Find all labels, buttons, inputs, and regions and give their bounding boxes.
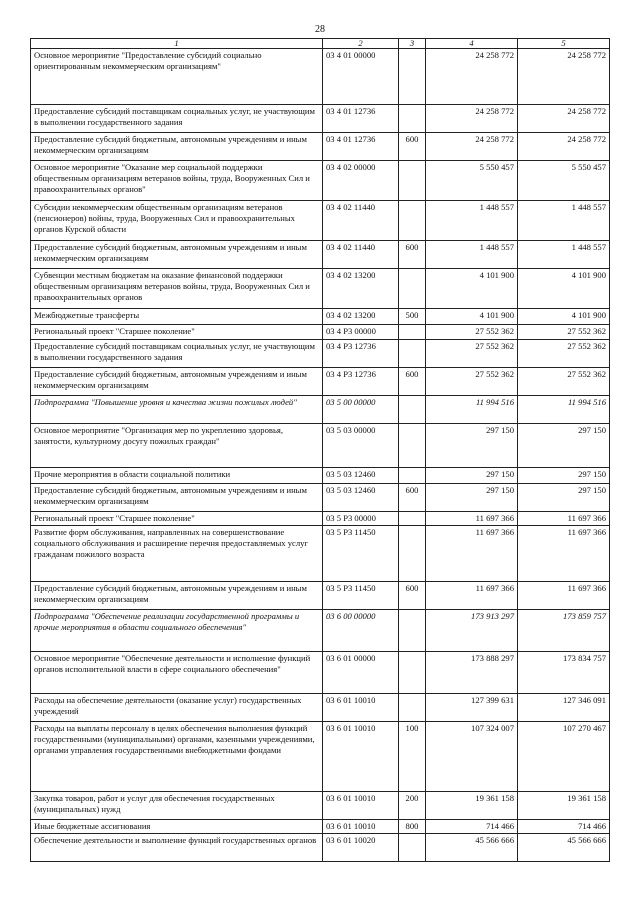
row-expense-type-cell: 100 (399, 722, 426, 792)
row-amount-year2-cell: 297 150 (518, 424, 610, 468)
row-code-cell: 03 5 00 00000 (323, 396, 399, 424)
row-amount-year1-cell: 11 697 366 (426, 582, 518, 610)
row-expense-type-cell (399, 201, 426, 241)
row-code-cell: 03 4 01 00000 (323, 49, 399, 105)
row-amount-year1-cell: 714 466 (426, 820, 518, 834)
row-expense-type-cell (399, 269, 426, 309)
row-expense-type-cell (399, 610, 426, 652)
row-name-cell: Предоставление субсидий бюджетным, автономным учреждениям и иным некоммерческим организациям (31, 484, 323, 512)
row-code-cell: 03 4 P3 12736 (323, 340, 399, 368)
row-code-cell: 03 4 02 13200 (323, 309, 399, 325)
row-amount-year2-cell: 27 552 362 (518, 340, 610, 368)
row-code-cell: 03 6 01 00000 (323, 652, 399, 694)
table-row (31, 468, 610, 484)
table-row (31, 325, 610, 340)
row-amount-year2-cell: 27 552 362 (518, 325, 610, 340)
row-expense-type-cell (399, 105, 426, 133)
row-amount-year1-cell: 4 101 900 (426, 309, 518, 325)
row-amount-year1-cell: 5 550 457 (426, 161, 518, 201)
row-expense-type-cell: 500 (399, 309, 426, 325)
row-code-cell: 03 6 01 10010 (323, 820, 399, 834)
column-number-3: 3 (399, 39, 426, 49)
row-amount-year1-cell: 24 258 772 (426, 105, 518, 133)
table-body (31, 49, 610, 862)
row-amount-year2-cell: 19 361 158 (518, 792, 610, 820)
row-amount-year1-cell: 27 552 362 (426, 340, 518, 368)
row-name-cell: Субсидии некоммерческим общественным организациям ветеранов (пенсионеров) войны, труда, Вооруженных Сил и правоохранительных органов Курской области (31, 201, 323, 241)
row-amount-year1-cell: 297 150 (426, 484, 518, 512)
row-name-cell: Предоставление субсидий бюджетным, автономным учреждениям и иным некоммерческим организациям (31, 241, 323, 269)
row-amount-year1-cell: 1 448 557 (426, 201, 518, 241)
row-expense-type-cell (399, 161, 426, 201)
row-expense-type-cell: 600 (399, 368, 426, 396)
row-expense-type-cell: 200 (399, 792, 426, 820)
row-code-cell: 03 6 00 00000 (323, 610, 399, 652)
page-number: 28 (315, 24, 325, 35)
table-row (31, 241, 610, 269)
row-expense-type-cell: 600 (399, 241, 426, 269)
row-amount-year1-cell: 45 566 666 (426, 834, 518, 862)
row-amount-year2-cell: 24 258 772 (518, 133, 610, 161)
row-name-cell: Региональный проект "Старшее поколение" (31, 325, 323, 340)
row-name-cell: Расходы на обеспечение деятельности (оказание услуг) государственных учреждений (31, 694, 323, 722)
row-name-cell: Региональный проект "Старшее поколение" (31, 512, 323, 526)
row-amount-year2-cell: 297 150 (518, 484, 610, 512)
row-amount-year2-cell: 27 552 362 (518, 368, 610, 396)
table-row (31, 201, 610, 241)
row-amount-year1-cell: 11 697 366 (426, 526, 518, 582)
row-expense-type-cell (399, 396, 426, 424)
row-name-cell: Основное мероприятие "Оказание мер социальной поддержки общественным организациям ветеранов войны, труда, Вооруженных Сил и правоохранительных органов" (31, 161, 323, 201)
row-name-cell: Основное мероприятие "Организация мер по укреплению здоровья, занятости, культурному досугу пожилых граждан" (31, 424, 323, 468)
row-amount-year2-cell: 11 994 516 (518, 396, 610, 424)
table-row (31, 792, 610, 820)
row-expense-type-cell (399, 340, 426, 368)
table-row (31, 610, 610, 652)
row-code-cell: 03 4 01 12736 (323, 133, 399, 161)
row-amount-year2-cell: 11 697 366 (518, 526, 610, 582)
row-amount-year1-cell: 24 258 772 (426, 133, 518, 161)
row-expense-type-cell: 600 (399, 133, 426, 161)
row-code-cell: 03 4 P3 00000 (323, 325, 399, 340)
row-name-cell: Развитие форм обслуживания, направленных на совершенствование социального обслуживания и расширение перечня предоставляемых услуг гражданам пожилого возраста (31, 526, 323, 582)
row-amount-year1-cell: 27 552 362 (426, 368, 518, 396)
table-row (31, 512, 610, 526)
row-code-cell: 03 4 P3 12736 (323, 368, 399, 396)
row-expense-type-cell (399, 424, 426, 468)
row-name-cell: Иные бюджетные ассигнования (31, 820, 323, 834)
row-code-cell: 03 5 P3 11450 (323, 526, 399, 582)
row-expense-type-cell (399, 834, 426, 862)
row-name-cell: Прочие мероприятия в области социальной политики (31, 468, 323, 484)
table-row (31, 424, 610, 468)
row-amount-year2-cell: 4 101 900 (518, 269, 610, 309)
row-amount-year2-cell: 24 258 772 (518, 49, 610, 105)
row-amount-year2-cell: 11 697 366 (518, 582, 610, 610)
row-amount-year1-cell: 11 697 366 (426, 512, 518, 526)
row-name-cell: Подпрограмма "Повышение уровня и качества жизни пожилых людей" (31, 396, 323, 424)
row-name-cell: Закупка товаров, работ и услуг для обеспечения государственных (муниципальных) нужд (31, 792, 323, 820)
row-amount-year1-cell: 127 399 631 (426, 694, 518, 722)
column-number-1: 1 (31, 39, 323, 49)
row-name-cell: Основное мероприятие "Обеспечение деятельности и исполнение функций органов исполнительной власти в сфере социального обеспечения" (31, 652, 323, 694)
table-row (31, 161, 610, 201)
row-expense-type-cell (399, 512, 426, 526)
row-amount-year2-cell: 5 550 457 (518, 161, 610, 201)
row-name-cell: Предоставление субсидий поставщикам социальных услуг, не участвующим в выполнении государственного задания (31, 340, 323, 368)
row-code-cell: 03 4 01 12736 (323, 105, 399, 133)
row-name-cell: Межбюджетные трансферты (31, 309, 323, 325)
row-name-cell: Обеспечение деятельности и выполнение функций государственных органов (31, 834, 323, 862)
table-row (31, 694, 610, 722)
row-amount-year1-cell: 4 101 900 (426, 269, 518, 309)
row-amount-year2-cell: 1 448 557 (518, 241, 610, 269)
row-expense-type-cell (399, 325, 426, 340)
row-amount-year2-cell: 107 270 467 (518, 722, 610, 792)
row-name-cell: Предоставление субсидий бюджетным, автономным учреждениям и иным некоммерческим организациям (31, 368, 323, 396)
table-row (31, 340, 610, 368)
row-amount-year2-cell: 714 466 (518, 820, 610, 834)
row-code-cell: 03 6 01 10020 (323, 834, 399, 862)
table-row (31, 309, 610, 325)
row-amount-year2-cell: 1 448 557 (518, 201, 610, 241)
row-amount-year2-cell: 127 346 091 (518, 694, 610, 722)
budget-table (30, 38, 610, 862)
row-expense-type-cell (399, 49, 426, 105)
table-row (31, 368, 610, 396)
column-number-4: 4 (426, 39, 518, 49)
row-code-cell: 03 5 03 00000 (323, 424, 399, 468)
table-row (31, 133, 610, 161)
row-name-cell: Основное мероприятие "Предоставление субсидий социально ориентированным некоммерческим организациям" (31, 49, 323, 105)
row-expense-type-cell: 800 (399, 820, 426, 834)
row-expense-type-cell (399, 652, 426, 694)
row-amount-year1-cell: 19 361 158 (426, 792, 518, 820)
column-number-5: 5 (518, 39, 610, 49)
row-name-cell: Предоставление субсидий поставщикам социальных услуг, не участвующим в выполнении государственного задания (31, 105, 323, 133)
row-expense-type-cell: 600 (399, 582, 426, 610)
table-row (31, 820, 610, 834)
table-row (31, 526, 610, 582)
row-name-cell: Подпрограмма "Обеспечение реализации государственной программы и прочие мероприятия в области социального обеспечения" (31, 610, 323, 652)
row-expense-type-cell: 600 (399, 484, 426, 512)
row-amount-year2-cell: 173 859 757 (518, 610, 610, 652)
row-code-cell: 03 6 01 10010 (323, 722, 399, 792)
row-code-cell: 03 4 02 00000 (323, 161, 399, 201)
row-amount-year1-cell: 173 888 297 (426, 652, 518, 694)
column-number-2: 2 (323, 39, 399, 49)
table-row (31, 49, 610, 105)
row-code-cell: 03 4 02 11440 (323, 201, 399, 241)
table-row (31, 722, 610, 792)
row-name-cell: Субвенции местным бюджетам на оказание финансовой поддержки общественным организациям ветеранов войны, труда, Вооруженных Сил и правоохранительных органов (31, 269, 323, 309)
row-amount-year2-cell: 11 697 366 (518, 512, 610, 526)
table-row (31, 582, 610, 610)
row-code-cell: 03 4 02 11440 (323, 241, 399, 269)
table-row (31, 652, 610, 694)
table-row (31, 484, 610, 512)
row-amount-year2-cell: 173 834 757 (518, 652, 610, 694)
row-amount-year2-cell: 24 258 772 (518, 105, 610, 133)
row-code-cell: 03 5 P3 00000 (323, 512, 399, 526)
table-row (31, 834, 610, 862)
row-code-cell: 03 5 03 12460 (323, 468, 399, 484)
row-amount-year1-cell: 107 324 007 (426, 722, 518, 792)
row-amount-year1-cell: 1 448 557 (426, 241, 518, 269)
row-code-cell: 03 6 01 10010 (323, 694, 399, 722)
row-name-cell: Предоставление субсидий бюджетным, автономным учреждениям и иным некоммерческим организациям (31, 133, 323, 161)
row-expense-type-cell (399, 694, 426, 722)
row-amount-year2-cell: 45 566 666 (518, 834, 610, 862)
row-amount-year1-cell: 297 150 (426, 424, 518, 468)
row-amount-year2-cell: 4 101 900 (518, 309, 610, 325)
row-expense-type-cell (399, 526, 426, 582)
table-row (31, 396, 610, 424)
table-row (31, 105, 610, 133)
row-name-cell: Предоставление субсидий бюджетным, автономным учреждениям и иным некоммерческим организациям (31, 582, 323, 610)
row-amount-year2-cell: 297 150 (518, 468, 610, 484)
row-amount-year1-cell: 173 913 297 (426, 610, 518, 652)
row-code-cell: 03 6 01 10010 (323, 792, 399, 820)
row-code-cell: 03 5 03 12460 (323, 484, 399, 512)
row-code-cell: 03 4 02 13200 (323, 269, 399, 309)
row-amount-year1-cell: 24 258 772 (426, 49, 518, 105)
row-amount-year1-cell: 11 994 516 (426, 396, 518, 424)
table-row (31, 269, 610, 309)
row-amount-year1-cell: 27 552 362 (426, 325, 518, 340)
row-name-cell: Расходы на выплаты персоналу в целях обеспечения выполнения функций государственными (муниципальными) органами, казенными учреждениями, органами управления государственными внебюджетными фондами (31, 722, 323, 792)
column-number-row (31, 39, 610, 49)
row-code-cell: 03 5 P3 11450 (323, 582, 399, 610)
row-amount-year1-cell: 297 150 (426, 468, 518, 484)
row-expense-type-cell (399, 468, 426, 484)
